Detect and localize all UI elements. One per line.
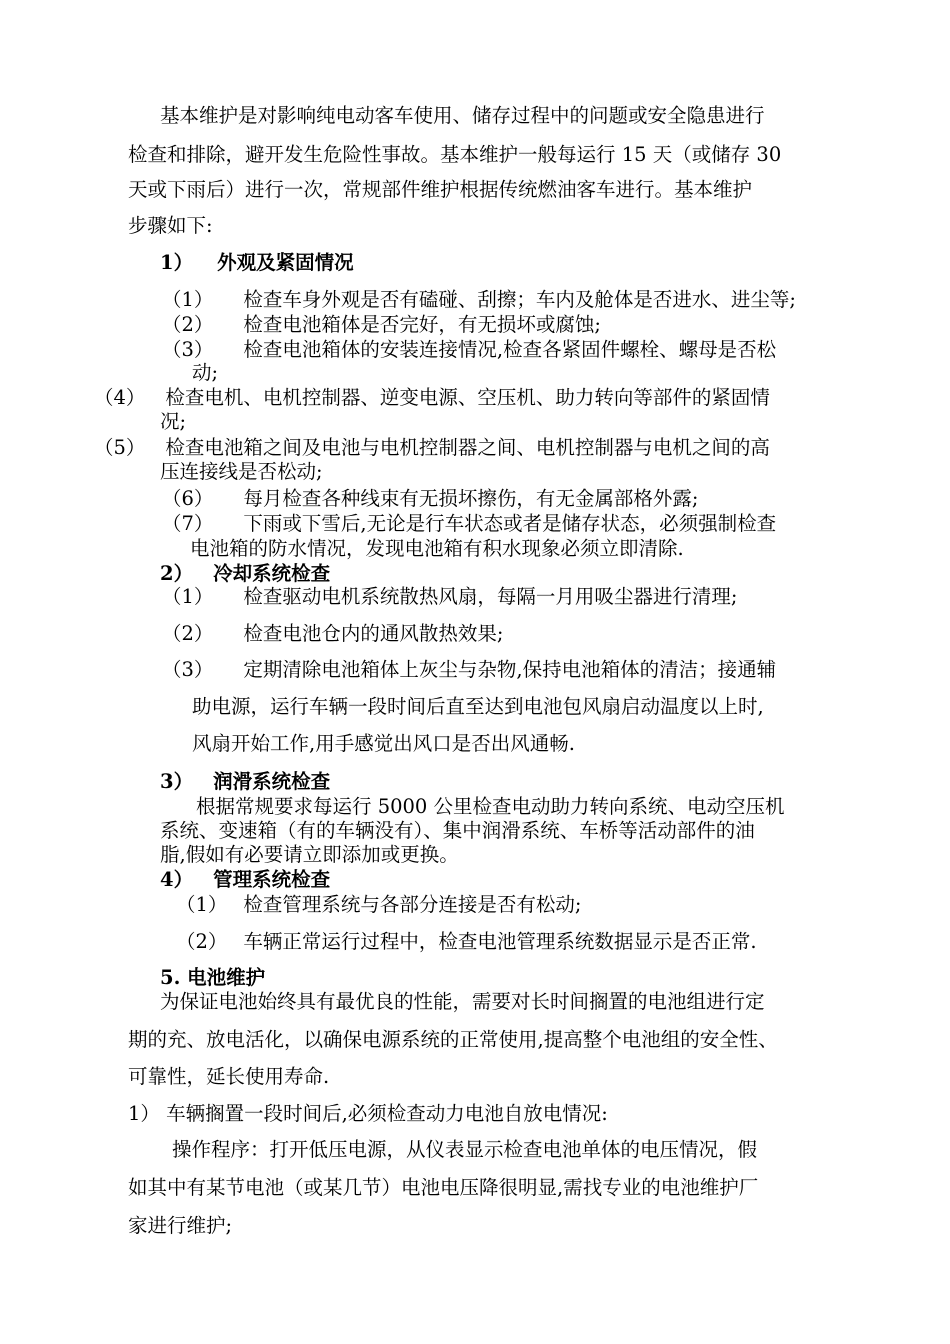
item-text: 检查驱动电机系统散热风扇，每隔一月用吸尘器进行清理;: [243, 585, 738, 608]
section-2-heading: [160, 562, 330, 586]
item-number: （2）: [176, 930, 228, 953]
item-number: （2）: [162, 313, 214, 336]
section-1-item-2: [162, 313, 601, 337]
item-number: （3）: [162, 658, 214, 681]
intro-line-3: 天或下雨后）进行一次，常规部件维护根据传统燃油客车进行。基本维护: [128, 178, 753, 201]
section-4-title: 管理系统检查: [213, 868, 331, 891]
section-3-line-1: 根据常规要求每运行 5000 公里检查电动助力转向系统、电动空压机: [196, 795, 785, 818]
section-5-heading: 5. 电池维护: [160, 966, 266, 989]
section-1-item-4: [94, 386, 770, 410]
section-1-item-4-continuation: 况;: [160, 410, 187, 433]
item-text: 检查电池箱体是否完好，有无损坏或腐蚀;: [243, 313, 601, 336]
item-number: （5）: [94, 436, 146, 459]
section-3-title: 润滑系统检查: [213, 770, 331, 793]
procedure-line-2: 如其中有某节电池（或某几节）电池电压降很明显,需找专业的电池维护厂: [128, 1176, 759, 1199]
item-text: 检查电池箱体的安装连接情况,检查各紧固件螺栓、螺母是否松: [243, 338, 777, 361]
item-text: 下雨或下雪后,无论是行车状态或者是储存状态，必须强制检查: [243, 512, 777, 535]
intro-line-2: 检查和排除，避开发生危险性事故。基本维护一般每运行 15 天（或储存 30: [128, 143, 782, 166]
item-text: 检查管理系统与各部分连接是否有松动;: [243, 893, 582, 916]
section-2-item-2: [162, 622, 504, 646]
item-text: 检查车身外观是否有磕碰、刮擦；车内及舱体是否进水、进尘等;: [243, 288, 796, 311]
item-text: 检查电池仓内的通风散热效果;: [243, 622, 504, 645]
item-number: （7）: [162, 512, 214, 535]
intro-line-1: 基本维护是对影响纯电动客车使用、储存过程中的问题或安全隐患进行: [160, 104, 765, 127]
section-2-item-3-continuation-2: 风扇开始工作,用手感觉出风口是否出风通畅.: [192, 732, 575, 755]
section-4-item-2: [176, 930, 757, 954]
section-1-item-6: [162, 487, 699, 511]
item-number: （2）: [162, 622, 214, 645]
procedure-line-1: 操作程序：打开低压电源，从仪表显示检查电池单体的电压情况，假: [172, 1138, 758, 1161]
item-number: （3）: [162, 338, 214, 361]
section-1-item-1: [162, 288, 796, 312]
section-1-item-5-continuation: 压连接线是否松动;: [160, 460, 323, 483]
section-1-item-3-continuation: 动;: [192, 361, 219, 384]
item-number: （1）: [176, 893, 228, 916]
section-5-subheading-1: 1） 车辆搁置一段时间后,必须检查动力电池自放电情况:: [128, 1102, 608, 1125]
section-1-title: 外观及紧固情况: [217, 251, 354, 274]
section-2-number: 2）: [160, 562, 194, 585]
section-3-heading: [160, 770, 330, 794]
section-1-number: 1）: [160, 251, 194, 274]
item-text: 定期清除电池箱体上灰尘与杂物,保持电池箱体的清洁；接通辅: [243, 658, 777, 681]
section-4-number: 4）: [160, 868, 194, 891]
section-5-line-2: 期的充、放电活化，以确保电源系统的正常使用,提高整个电池组的安全性、: [128, 1028, 778, 1051]
procedure-line-3: 家进行维护;: [128, 1214, 233, 1237]
section-5-line-3: 可靠性，延长使用寿命.: [128, 1065, 330, 1088]
section-1-item-3: [162, 338, 776, 362]
section-3-number: 3）: [160, 770, 194, 793]
item-text: 每月检查各种线束有无损坏擦伤，有无金属部格外露;: [243, 487, 699, 510]
section-3-line-2: 系统、变速箱（有的车辆没有）、集中润滑系统、车桥等活动部件的油: [160, 819, 755, 842]
section-3-line-3: 脂,假如有必要请立即添加或更换。: [160, 843, 459, 866]
section-5-line-1: 为保证电池始终具有最优良的性能，需要对长时间搁置的电池组进行定: [160, 990, 765, 1013]
section-1-item-7-continuation: 电池箱的防水情况，发现电池箱有积水现象必须立即清除.: [190, 537, 684, 560]
section-4-item-1: [176, 893, 582, 917]
section-1-item-7: [162, 512, 776, 536]
section-2-title: 冷却系统检查: [213, 562, 331, 585]
item-text: 检查电池箱之间及电池与电机控制器之间、电机控制器与电机之间的高: [165, 436, 770, 459]
item-number: （1）: [162, 288, 214, 311]
item-number: （4）: [94, 386, 146, 409]
section-1-item-5: [94, 436, 770, 460]
section-2-item-1: [162, 585, 738, 609]
section-2-item-3: [162, 658, 776, 682]
item-number: （6）: [162, 487, 214, 510]
section-2-item-3-continuation-1: 助电源，运行车辆一段时间后直至达到电池包风扇启动温度以上时,: [192, 695, 764, 718]
section-4-heading: [160, 868, 330, 892]
item-number: （1）: [162, 585, 214, 608]
section-1-heading: [160, 251, 354, 275]
intro-line-4: 步骤如下:: [128, 214, 213, 237]
item-text: 车辆正常运行过程中，检查电池管理系统数据显示是否正常.: [243, 930, 757, 953]
item-text: 检查电机、电机控制器、逆变电源、空压机、助力转向等部件的紧固情: [165, 386, 770, 409]
